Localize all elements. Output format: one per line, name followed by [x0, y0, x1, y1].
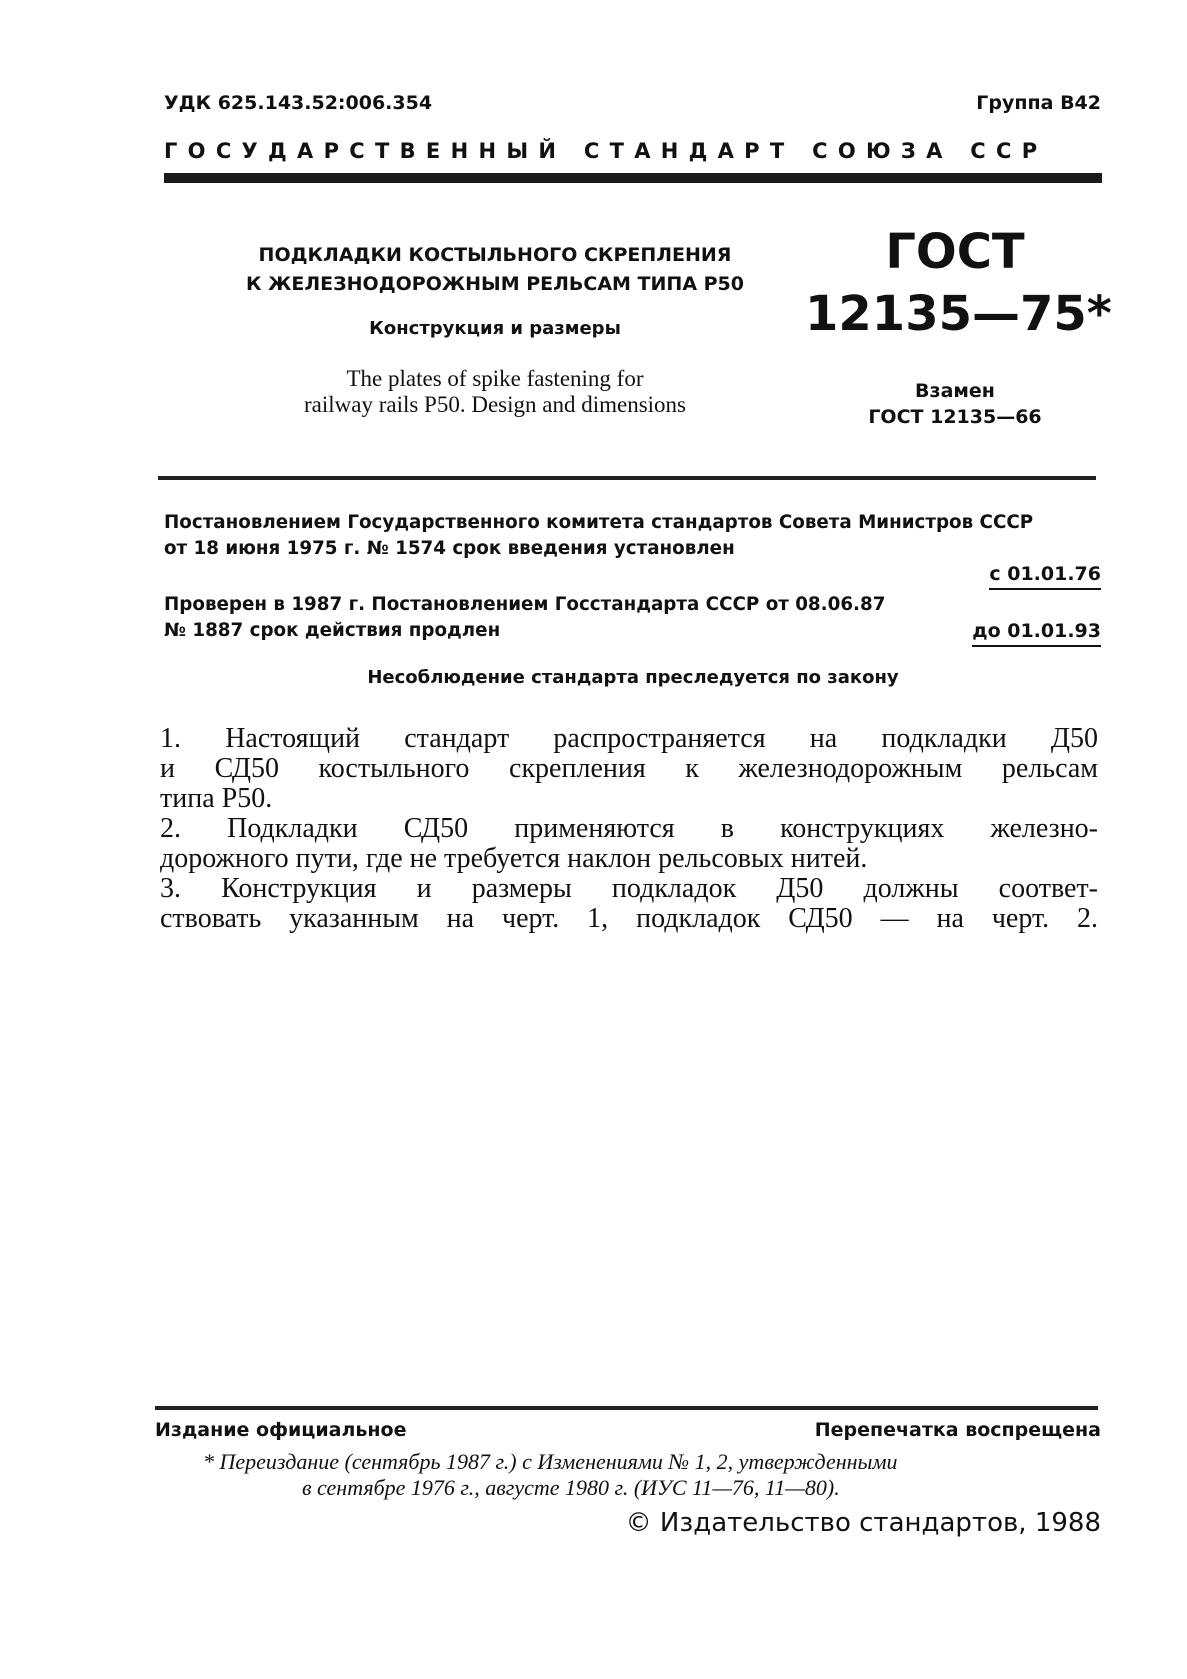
resolution-line1: Постановлением Государственного комитета стандартов Совета Министров СССР [164, 512, 1034, 533]
paragraph-line: типа Р50. [160, 783, 273, 814]
reprint-notice: Перепечатка воспрещена [814, 1419, 1101, 1441]
valid-until-date: до 01.01.93 [972, 620, 1101, 647]
title-divider [158, 476, 1096, 480]
replaces-label: Взамен [915, 380, 995, 402]
title-ru-line2: К ЖЕЛЕЗНОДОРОЖНЫМ РЕЛЬСАМ ТИПА Р50 [246, 273, 744, 295]
footnote-line2: в сентябре 1976 г., августе 1980 г. (ИУС 11—76, 11—80). [302, 1475, 840, 1500]
paragraph-line: и СД50 костыльного скрепления к железнодорожным рельсам [160, 753, 1098, 784]
paragraph-1 [160, 724, 1098, 814]
paragraph-line: дорожного пути, где не требуется наклон рельсовых нитей. [160, 843, 868, 874]
header-divider [164, 173, 1102, 183]
paragraph-line: 1. Настоящий стандарт распространяется на подкладки Д50 [160, 723, 1098, 754]
footnote-line1: * Переиздание (сентябрь 1987 г.) с Изменениями № 1, 2, утвержденными [203, 1449, 898, 1474]
udk-code: УДК 625.143.52:006.354 [164, 92, 433, 114]
resolution-line2: от 18 июня 1975 г. № 1574 срок введения установлен [164, 538, 735, 559]
state-standard-heading: ГОСУДАРСТВЕННЫЙ СТАНДАРТ СОЮЗА ССР [164, 139, 1048, 163]
effective-date: с 01.01.76 [989, 563, 1101, 590]
replaces-standard: ГОСТ 12135—66 [868, 406, 1042, 428]
title-en-line1: The plates of spike fastening for [346, 366, 644, 391]
paragraph-line: ствовать указанным на черт. 1, подкладок СД50 — на черт. 2. [160, 903, 1098, 934]
copyright: © Издательство стандартов, 1988 [625, 1508, 1101, 1538]
paragraph-line: 2. Подкладки СД50 применяются в конструкциях железно- [160, 813, 1098, 844]
legal-warning: Несоблюдение стандарта преследуется по закону [367, 667, 899, 688]
gost-label: ГОСТ [885, 224, 1025, 280]
paragraph-2 [160, 814, 1098, 874]
title-ru-line1: ПОДКЛАДКИ КОСТЫЛЬНОГО СКРЕПЛЕНИЯ [258, 244, 732, 266]
paragraph-line: 3. Конструкция и размеры подкладок Д50 должны соответ- [160, 873, 1098, 904]
paragraph-3 [160, 874, 1098, 934]
footer-divider [155, 1406, 1098, 1410]
title-subtitle: Конструкция и размеры [369, 318, 621, 339]
checked-line2: № 1887 срок действия продлен [164, 620, 501, 641]
checked-line1: Проверен в 1987 г. Постановлением Госстандарта СССР от 08.06.87 [164, 594, 886, 615]
group-code: Группа В42 [976, 92, 1101, 114]
gost-number: 12135—75* [805, 286, 1112, 342]
title-en-line2: railway rails P50. Design and dimensions [303, 392, 686, 417]
edition-label: Издание официальное [155, 1419, 407, 1441]
